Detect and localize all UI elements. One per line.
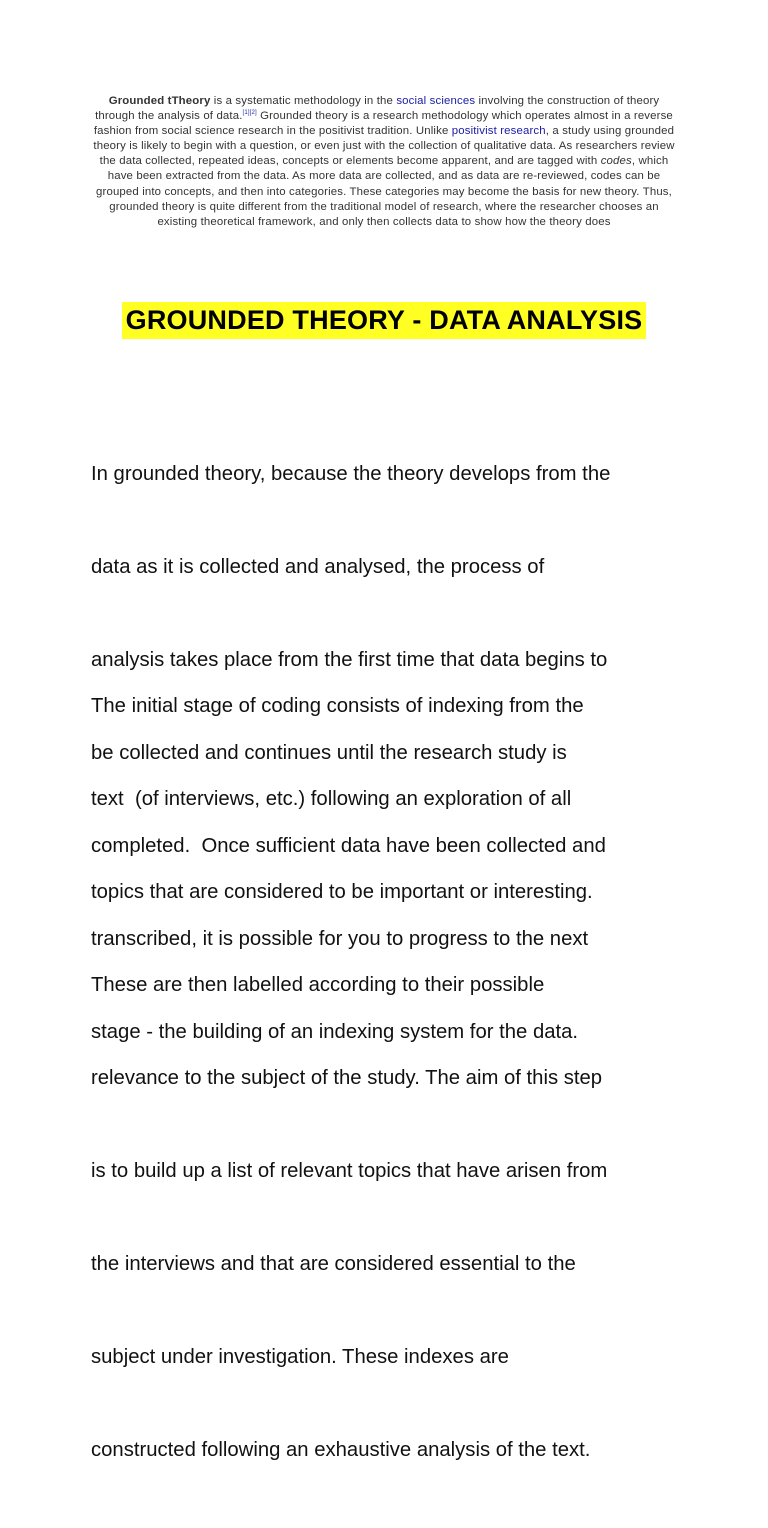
paragraph-line: constructed following an exhaustive analysis of the text. [91,1439,591,1461]
paragraph-line: transcribed, it is possible for you to progress to the next [91,928,589,950]
paragraph-line: These are then labelled according to their possible [91,974,545,996]
paragraph-line: analysis takes place from the first time that data begins to [91,649,608,671]
paragraph-line: data as it is collected and analysed, the process of [91,556,545,578]
section-heading: GROUNDED THEORY - DATA ANALYSIS [122,302,647,339]
intro-paragraph [90,94,678,230]
intro-text-2: involving the construction of theory through the analysis of data. [95,95,660,123]
section-heading-wrapper [0,302,768,339]
intro-text-5: , which have been extracted from the data. As more data are collected, and as data are re-reviewed, codes can be grouped into concepts, and then into categories. These categories may become the basis for new theory. Thus, grounded theory is quite different from the traditional model of research, where the researcher chooses an existing theoretical framework, and only then collects data to show how the theory does [96,155,672,228]
paragraph-line: text (of interviews, etc.) following an exploration of all [91,788,572,810]
body-paragraph-2 [91,629,691,1528]
paragraph-line: the interviews and that are considered essential to the [91,1253,576,1275]
intro-text-3: Grounded theory is a research methodology which operates almost in a reverse fashion from social science research in the positivist tradition. Unlike [93,110,673,138]
paragraph-line: In grounded theory, because the theory develops from the [91,463,611,485]
paragraph-line: topics that are considered to be important or interesting. [91,881,593,903]
intro-text-1: is a systematic methodology in the [210,95,397,107]
social-sciences-link[interactable]: social sciences [396,95,476,107]
paragraph-line: be collected and continues until the research study is [91,742,567,764]
intro-text-4: , a study using grounded theory is likely to begin with a question, or even just with the collection of qualitative data. As researchers review the data collected, repeated ideas, concepts or elements become apparent, and are tagged with [93,125,675,168]
positivist-research-link[interactable]: positivist research [451,125,546,138]
citation-link[interactable]: [1][2] [242,110,257,117]
paragraph-line: completed. Once sufficient data have been collected and [91,835,606,857]
intro-term: Grounded tTheory [108,95,211,107]
codes-emphasis: codes [600,155,632,168]
paragraph-line: is to build up a list of relevant topics that have arisen from [91,1160,608,1182]
paragraph-line: relevance to the subject of the study. The aim of this step [91,1067,603,1089]
paragraph-line: subject under investigation. These indexes are [91,1346,509,1368]
paragraph-line: stage - the building of an indexing system for the data. [91,1021,579,1043]
paragraph-line: The initial stage of coding consists of indexing from the [91,695,584,717]
